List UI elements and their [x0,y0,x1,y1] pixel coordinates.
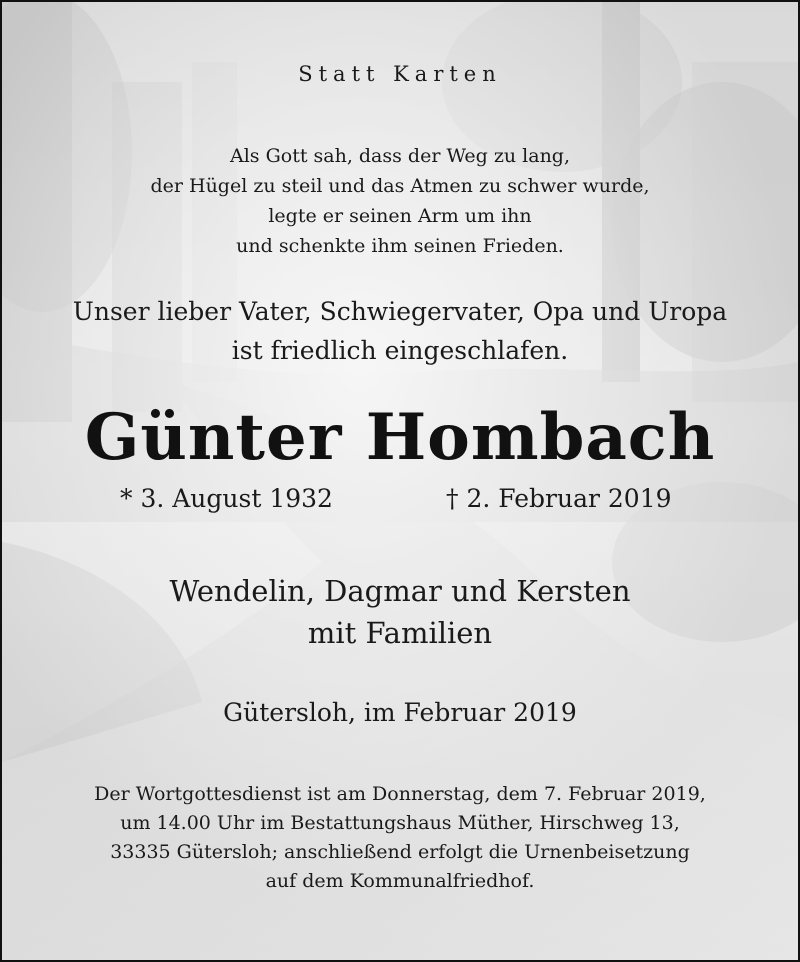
family-line: Wendelin, Dagmar und Kersten [169,574,631,608]
birth-date: * 3. August 1932 [120,484,333,513]
family-line: mit Familien [307,616,493,650]
deceased-name: Günter Hombach [84,400,716,475]
place-and-date: Gütersloh, im Februar 2019 [223,698,577,727]
service-line: Der Wortgottesdienst ist am Donnerstag, dem 7. Februar 2019, [94,783,706,805]
poem-line: und schenkte ihm seinen Frieden. [236,235,564,257]
poem-line: legte er seinen Arm um ihn [268,205,532,227]
service-line: um 14.00 Uhr im Bestattungshaus Müther, Hirschweg 13, [120,812,680,834]
poem-line: der Hügel zu steil und das Atmen zu schwer wurde, [150,175,650,197]
notice-content [2,2,798,960]
service-line: 33335 Gütersloh; anschließend erfolgt die Urnenbeisetzung [110,841,690,863]
statt-karten-heading: Statt Karten [298,62,502,86]
intro-line: ist friedlich eingeschlafen. [231,336,569,365]
poem-line: Als Gott sah, dass der Weg zu lang, [229,145,571,167]
service-line: auf dem Kommunalfriedhof. [265,870,535,892]
death-date: † 2. Februar 2019 [446,484,672,513]
life-dates [2,484,798,520]
intro-line: Unser lieber Vater, Schwiegervater, Opa und Uropa [72,297,728,326]
